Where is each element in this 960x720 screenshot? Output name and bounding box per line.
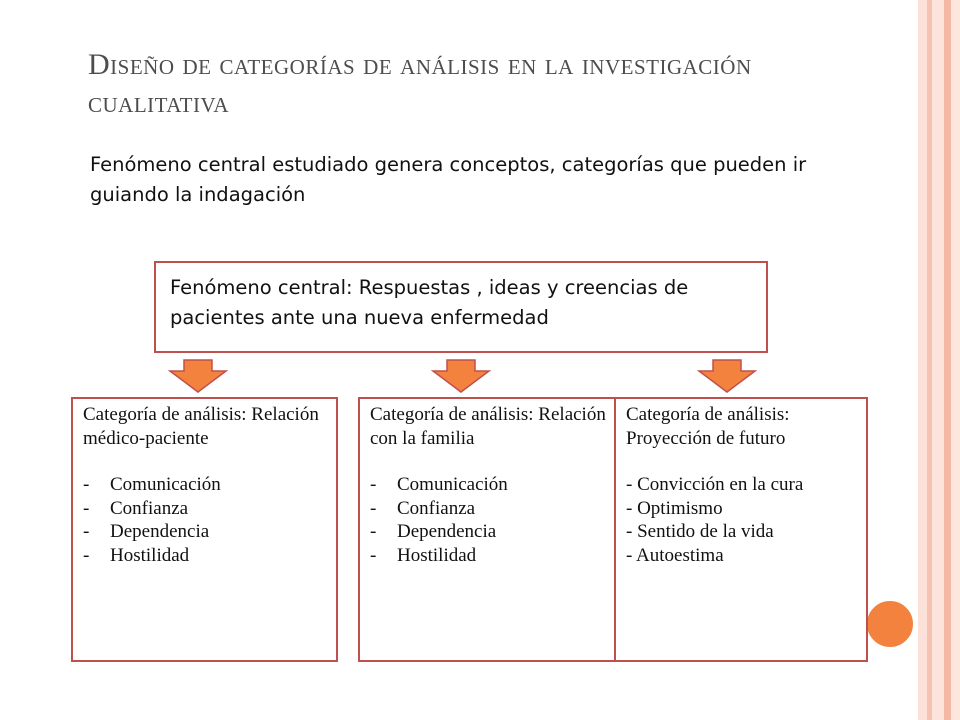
decor-stripe [951,0,960,720]
category-list [83,473,326,567]
down-arrow-icon [431,359,491,393]
list-item: - Hostilidad [83,544,326,568]
accent-circle [865,599,915,649]
list-item: - Autoestima [626,544,724,566]
list-item: - Sentido de la vida [626,521,774,542]
category-box-medico-paciente [71,397,338,662]
category-list [370,473,613,567]
decor-stripe [932,0,944,720]
decor-stripe [918,0,927,720]
list-item: - Convicción en la cura [626,474,804,495]
decor-stripe [944,0,951,720]
list-item: - Comunicación [370,473,613,497]
list-item: - Confianza [370,497,613,521]
list-item: - Confianza [83,497,326,521]
list-item: - Dependencia [83,520,326,544]
intro-text: Fenómeno central estudiado genera conceptos, categorías que pueden ir guiando la indagación [90,153,807,206]
list-item: - Comunicación [83,473,326,497]
category-list [626,473,856,567]
category-heading: Categoría de análisis: Proyección de futuro [626,404,790,449]
down-arrow-icon [697,359,757,393]
list-item: - Optimismo [626,497,723,519]
category-box-familia [358,397,625,662]
down-arrow-icon [168,359,228,393]
category-heading: Categoría de análisis: Relación médico-paciente [83,404,319,449]
list-item: - Dependencia [370,520,613,544]
list-item: - Hostilidad [370,544,613,568]
category-heading: Categoría de análisis: Relación con la familia [370,404,606,449]
central-phenomenon-box: Fenómeno central: Respuestas , ideas y creencias de pacientes ante una nueva enfermedad [154,261,768,353]
slide-title: Diseño de categorías de análisis en la investigación cualitativa [88,48,752,119]
category-box-futuro [614,397,868,662]
